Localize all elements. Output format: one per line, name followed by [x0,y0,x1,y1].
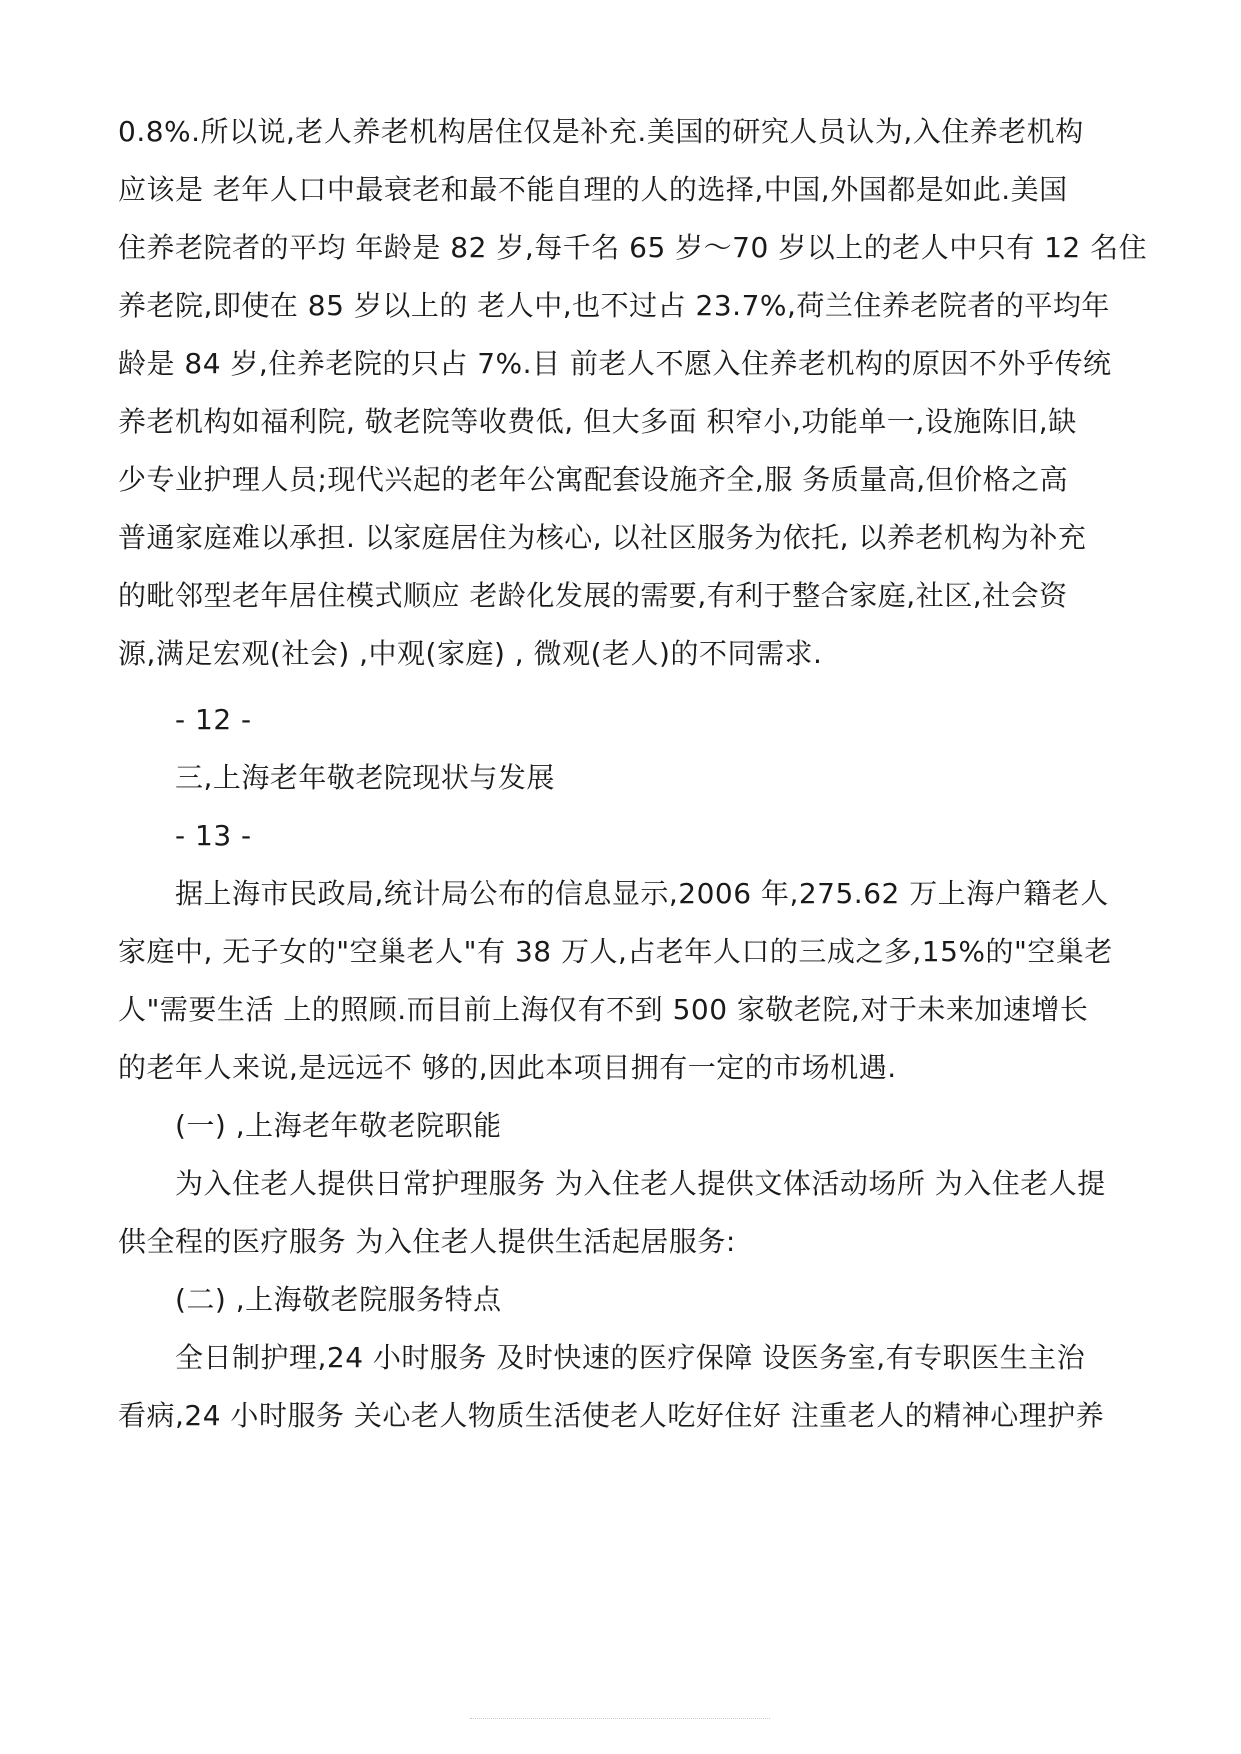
body-line: 人"需要生活 上的照顾.而目前上海仅有不到 500 家敬老院,对于未来加速增长 [118,993,1089,1026]
body-line: 住养老院者的平均 年龄是 82 岁,每千名 65 岁～70 岁以上的老人中只有 12 名住 [118,231,1148,264]
body-line: 看病,24 小时服务 关心老人物质生活使老人吃好住好 注重老人的精神心理护养 [118,1399,1105,1432]
footer-divider [470,1718,770,1719]
body-line: 普通家庭难以承担. 以家庭居住为核心, 以社区服务为依托, 以养老机构为补充 [118,521,1087,554]
page-number-13: - 13 - [175,819,252,852]
body-line: 为入住老人提供日常护理服务 为入住老人提供文体活动场所 为入住老人提 [175,1167,1106,1200]
page-number-12: - 12 - [175,703,252,736]
body-line: 源,满足宏观(社会) ,中观(家庭) , 微观(老人)的不同需求. [118,637,823,670]
body-line: 少专业护理人员;现代兴起的老年公寓配套设施齐全,服 务质量高,但价格之高 [118,463,1069,496]
body-line: 的毗邻型老年居住模式顺应 老龄化发展的需要,有利于整合家庭,社区,社会资 [118,579,1068,612]
body-line: 应该是 老年人口中最衰老和最不能自理的人的选择,中国,外国都是如此.美国 [118,173,1068,206]
body-line: 家庭中, 无子女的"空巢老人"有 38 万人,占老年人口的三成之多,15%的"空巢老 [118,935,1113,968]
body-line: 供全程的医疗服务 为入住老人提供生活起居服务: [118,1225,736,1258]
subsection-heading: (二) ,上海敬老院服务特点 [175,1283,502,1316]
subsection-heading: (一) ,上海老年敬老院职能 [175,1109,502,1142]
body-line: 全日制护理,24 小时服务 及时快速的医疗保障 设医务室,有专职医生主治 [175,1341,1086,1374]
body-line: 0.8%.所以说,老人养老机构居住仅是补充.美国的研究人员认为,入住养老机构 [118,115,1084,148]
body-line: 养老机构如福利院, 敬老院等收费低, 但大多面 积窄小,功能单一,设施陈旧,缺 [118,405,1077,438]
body-line: 的老年人来说,是远远不 够的,因此本项目拥有一定的市场机遇. [118,1051,897,1084]
section-heading: 三,上海老年敬老院现状与发展 [175,761,555,794]
body-line: 龄是 84 岁,住养老院的只占 7%.目 前老人不愿入住养老机构的原因不外乎传统 [118,347,1112,380]
body-line: 据上海市民政局,统计局公布的信息显示,2006 年,275.62 万上海户籍老人 [175,877,1109,910]
body-line: 养老院,即使在 85 岁以上的 老人中,也不过占 23.7%,荷兰住养老院者的平均年 [118,289,1110,322]
